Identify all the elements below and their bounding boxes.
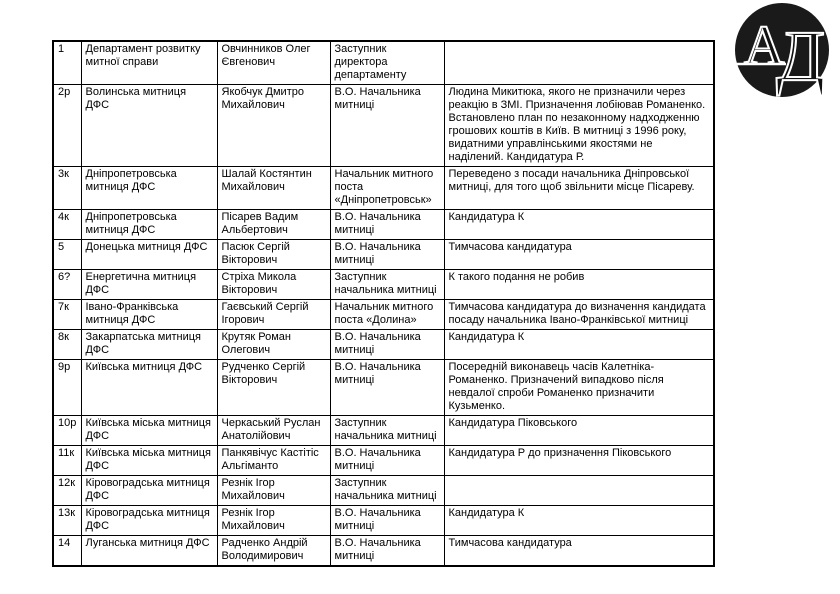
cell-notes: Кандидатура Р до призначення Піковського <box>444 446 714 476</box>
cell-id: 1 <box>53 41 81 85</box>
cell-id: 2р <box>53 85 81 167</box>
cell-position: В.О. Начальника митниці <box>330 240 444 270</box>
cell-notes: Кандидатура Піковського <box>444 416 714 446</box>
cell-id: 4к <box>53 210 81 240</box>
table-row <box>53 41 714 85</box>
cell-id: 14 <box>53 536 81 567</box>
cell-notes: К такого подання не робив <box>444 270 714 300</box>
cell-id: 11к <box>53 446 81 476</box>
cell-person: Панкявічус Кастітіс Альгіманто <box>217 446 330 476</box>
table-row <box>53 330 714 360</box>
cell-id: 7к <box>53 300 81 330</box>
table-row <box>53 210 714 240</box>
cell-position: Начальник митного поста «Долина» <box>330 300 444 330</box>
cell-notes: Тимчасова кандидатура <box>444 536 714 567</box>
cell-office: Закарпатська митниця ДФС <box>81 330 217 360</box>
cell-office: Дніпропетровська митниця ДФС <box>81 167 217 210</box>
cell-id: 10р <box>53 416 81 446</box>
table-row <box>53 506 714 536</box>
cell-office: Енергетична митниця ДФС <box>81 270 217 300</box>
cell-person: Резнік Ігор Михайлович <box>217 476 330 506</box>
cell-office: Волинська митниця ДФС <box>81 85 217 167</box>
cell-position: В.О. Начальника митниці <box>330 330 444 360</box>
cell-position: Заступник начальника митниці <box>330 416 444 446</box>
table-row <box>53 446 714 476</box>
cell-office: Кіровоградська митниця ДФС <box>81 506 217 536</box>
table-row <box>53 270 714 300</box>
cell-position: Заступник начальника митниці <box>330 476 444 506</box>
cell-person: Пасюк Сергій Вікторович <box>217 240 330 270</box>
cell-person: Гаєвський Сергій Ігорович <box>217 300 330 330</box>
ad-logo <box>734 0 840 110</box>
cell-person: Якобчук Дмитро Михайлович <box>217 85 330 167</box>
cell-id: 12к <box>53 476 81 506</box>
cell-position: В.О. Начальника митниці <box>330 210 444 240</box>
personnel-table <box>52 40 715 567</box>
cell-notes <box>444 41 714 85</box>
cell-person: Крутяк Роман Олегович <box>217 330 330 360</box>
logo-letter-a: А <box>744 15 785 77</box>
cell-person: Шалай Костянтин Михайлович <box>217 167 330 210</box>
cell-position: Заступник директора департаменту <box>330 41 444 85</box>
cell-position: В.О. Начальника митниці <box>330 536 444 567</box>
cell-notes: Людина Микитюка, якого не призначили через реакцію в ЗМІ. Призначення лобіював Романенко. Встановлено план по незаконному надходженню грошових коштів в Київ. В митниці з 1996 року, видатними управлінськими якостями не наділений. Кандидатура Р. <box>444 85 714 167</box>
logo-letter-d: Д <box>776 16 826 96</box>
table-row <box>53 85 714 167</box>
cell-office: Івано-Франківська митниця ДФС <box>81 300 217 330</box>
cell-id: 8к <box>53 330 81 360</box>
cell-office: Донецька митниця ДФС <box>81 240 217 270</box>
table-row <box>53 300 714 330</box>
cell-position: В.О. Начальника митниці <box>330 446 444 476</box>
cell-office: Кіровоградська митниця ДФС <box>81 476 217 506</box>
table-row <box>53 536 714 567</box>
cell-person: Резнік Ігор Михайлович <box>217 506 330 536</box>
cell-notes: Посередній виконавець часів Калетніка-Романенко. Призначений випадково після невдалої спроби Романенко призначити Кузьменко. <box>444 360 714 416</box>
cell-office: Департамент розвитку митної справи <box>81 41 217 85</box>
cell-office: Дніпропетровська митниця ДФС <box>81 210 217 240</box>
table-row <box>53 476 714 506</box>
cell-person: Рудченко Сергій Вікторович <box>217 360 330 416</box>
cell-notes: Переведено з посади начальника Дніпровської митниці, для того щоб звільнити місце Пісареву. <box>444 167 714 210</box>
cell-id: 5 <box>53 240 81 270</box>
cell-notes: Кандидатура К <box>444 330 714 360</box>
cell-person: Пісарев Вадим Альбертович <box>217 210 330 240</box>
personnel-table-body <box>53 41 714 566</box>
cell-id: 9р <box>53 360 81 416</box>
cell-office: Київська міська митниця ДФС <box>81 416 217 446</box>
cell-notes: Тимчасова кандидатура до визначення кандидата посаду начальника Івано-Франківської митниці <box>444 300 714 330</box>
table-row <box>53 240 714 270</box>
cell-id: 6? <box>53 270 81 300</box>
cell-person: Черкаський Руслан Анатолійович <box>217 416 330 446</box>
cell-position: В.О. Начальника митниці <box>330 85 444 167</box>
cell-notes: Кандидатура К <box>444 210 714 240</box>
cell-notes: Кандидатура К <box>444 506 714 536</box>
table-row <box>53 167 714 210</box>
cell-office: Київська митниця ДФС <box>81 360 217 416</box>
cell-person: Стріха Микола Вікторович <box>217 270 330 300</box>
cell-position: В.О. Начальника митниці <box>330 360 444 416</box>
cell-person: Радченко Андрій Володимирович <box>217 536 330 567</box>
table-row <box>53 360 714 416</box>
cell-office: Київська міська митниця ДФС <box>81 446 217 476</box>
cell-notes: Тимчасова кандидатура <box>444 240 714 270</box>
cell-position: Заступник начальника митниці <box>330 270 444 300</box>
cell-id: 13к <box>53 506 81 536</box>
cell-position: Начальник митного поста «Дніпропетровськ» <box>330 167 444 210</box>
cell-position: В.О. Начальника митниці <box>330 506 444 536</box>
cell-office: Луганська митниця ДФС <box>81 536 217 567</box>
cell-notes <box>444 476 714 506</box>
table-row <box>53 416 714 446</box>
cell-id: 3к <box>53 167 81 210</box>
cell-person: Овчинников Олег Євгенович <box>217 41 330 85</box>
